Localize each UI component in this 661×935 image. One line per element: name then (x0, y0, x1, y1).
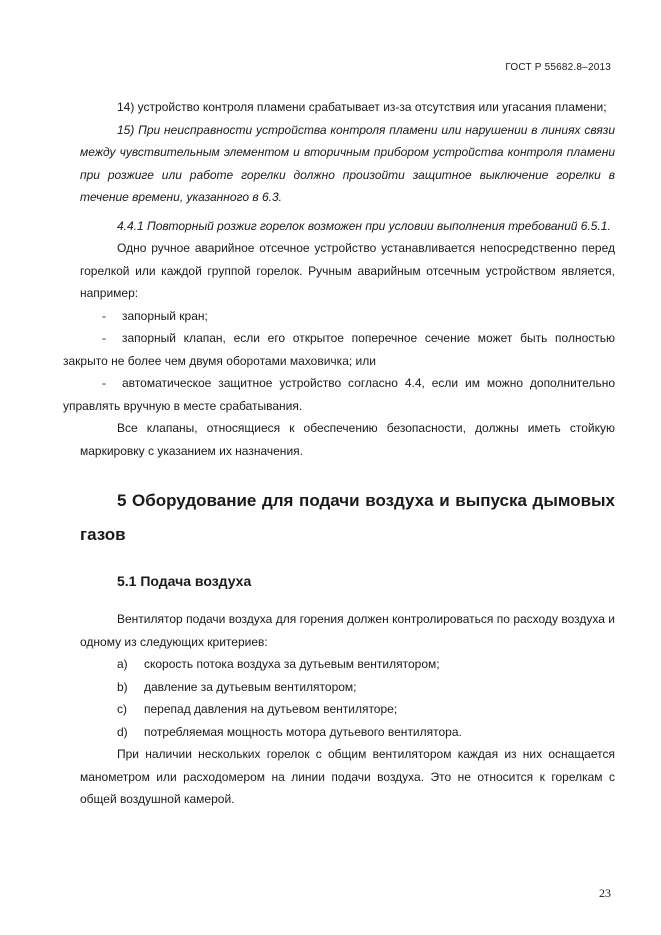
criteria-item-a (80, 653, 615, 676)
manual-valve-intro: Одно ручное аварийное отсечное устройство устанавливается непосредственно перед горелкой или каждой группой горелок. Ручным аварийным отсечным устройством является, например: (80, 241, 615, 300)
fan-control-intro: Вентилятор подачи воздуха для горения должен контролироваться по расходу воздуха и одному из следующих критериев: (80, 612, 615, 649)
criteria-marker: b) (117, 679, 128, 694)
dash-item-auto-device (63, 372, 615, 417)
criteria-item-c (80, 698, 615, 721)
list-item-14: 14) устройство контроля пламени срабатывает из-за отсутствия или угасания пламени; (117, 100, 607, 114)
dash-marker: - (102, 331, 106, 345)
dash-marker: - (102, 376, 106, 390)
criteria-text: давление за дутьевым вентилятором; (144, 679, 357, 694)
page-number: 23 (599, 886, 611, 900)
dash-item-text: автоматическое защитное устройство согласно 4.4, если им можно дополнительно управлять вручную в месте срабатывания. (63, 376, 615, 413)
multiple-burners-paragraph: При наличии нескольких горелок с общим вентилятором каждая из них оснащается манометром или расходомером на линии подачи воздуха. Это не относится к горелкам с общей воздушной камерой. (80, 747, 615, 806)
criteria-text: скорость потока воздуха за дутьевым вентилятором; (144, 657, 440, 671)
page-body (63, 96, 615, 811)
dash-item-shutoff-valve (63, 327, 615, 372)
document-code-header: ГОСТ Р 55682.8–2013 (505, 62, 611, 73)
criteria-marker: c) (117, 702, 127, 716)
dash-item-text: запорный клапан, если его открытое поперечное сечение может быть полностью закрыто не более чем двумя оборотами маховичка; или (63, 331, 615, 368)
dash-item-text: запорный кран; (122, 308, 208, 323)
criteria-item-d (80, 721, 615, 744)
list-item-15: 15) При неисправности устройства контроля пламени или нарушении в линиях связи между чувствительным элементом и вторичным прибором устройства контроля пламени при розжиге или работе горелки должно произойти защитное выключение горелки в течение времени, указанного в 6.3. (80, 122, 615, 204)
criteria-marker: d) (117, 724, 128, 739)
criteria-item-b (80, 676, 615, 699)
criteria-text: потребляемая мощность мотора дутьевого вентилятора. (144, 724, 462, 739)
section-5-1-heading: 5.1 Подача воздуха (117, 573, 252, 589)
dash-marker: - (102, 308, 106, 323)
criteria-text: перепад давления на дутьевом вентиляторе; (144, 702, 398, 716)
valve-marking-paragraph: Все клапаны, относящиеся к обеспечению безопасности, должны иметь стойкую маркировку с указанием их назначения. (80, 421, 615, 458)
criteria-marker: a) (117, 657, 128, 671)
clause-4-4-1: 4.4.1 Повторный розжиг горелок возможен при условии выполнения требований 6.5.1. (117, 218, 611, 233)
section-5-heading: 5 Оборудование для подачи воздуха и выпуска дымовых газов (80, 491, 615, 544)
dash-item-stopcock (80, 305, 615, 328)
